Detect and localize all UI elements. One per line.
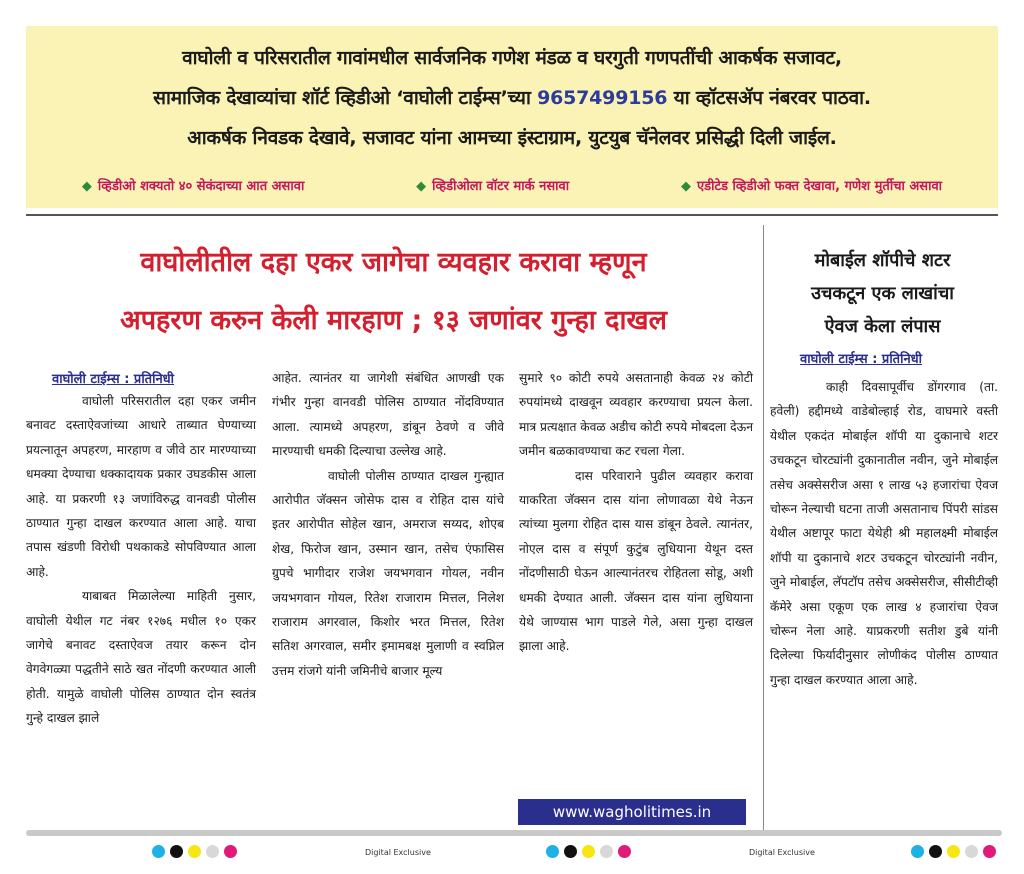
paragraph: आहेत. त्यानंतर या जागेशी संबंधित आणखी एक गंभीर गुन्हा वानवडी पोलिस ठाण्यात नोंदविण्यात आला. त्यामध्ये अपहरण, डांबून ठेवणे व जीवे मारण्याची धमकी दिल्याचा उल्लेख आहे. xyxy=(272,371,504,459)
rule-text: व्हिडीओला वॉटर मार्क नसावा xyxy=(432,179,570,194)
side-byline: वाघोली टाईम्स : प्रतिनिधी xyxy=(800,352,923,367)
main-headline-line-2: अपहरण करुन केली मारहाण ; १३ जणांवर गुन्हा दाखल xyxy=(120,305,667,336)
paragraph: दास परिवाराने पुढील व्यवहार करावा याकरिता जॅक्सन दास यांना लोणावळा येथे नेऊन त्यांच्या मुलगा रोहित दास यास डांबून ठेवले. त्यानंतर, नोएल दास व संपूर्ण कुटुंब लुधियाना येथून दस्त नोंदणीसाठी घेऊन आल्यानंतरच रोहितला सोडू, अशी धमकी देण्यात आली. जॅक्सन दास यांना लुधियाना येथे जाण्यास भाग पाडले गेले, असा गुन्हा दाखल झाला आहे. xyxy=(519,468,753,654)
banner-line-2-pre: सामाजिक देखाव्यांचा शॉर्ट व्हिडीओ ‘वाघोली टाईम्स’च्या xyxy=(153,87,538,109)
digital-exclusive-label: Digital Exclusive xyxy=(365,848,431,857)
main-column-1 xyxy=(26,389,256,731)
cyan-dot-icon xyxy=(546,845,559,858)
paragraph: काही दिवसापूर्वीच डोंगरगाव (ता. हवेली) हद्दीमध्ये वाडेबोल्हाई रोड, वाघमारे वस्ती येथील एकदंत मोबाईल शॉपी या दुकानाचे शटर उचकटून चोरट्यांनी दुकानातील नवीन, जुने मोबाईल तसेच अक्सेसरीज असा १ लाख ५३ हजारांचा ऐवज चोरून नेल्याची घटना ताजी असतानाच पिंपरी सांडस येथील अष्टापूर फाटा येथेही श्री महालक्ष्मी मोबाईल शॉपी या दुकानाचे शटर उचकटून चोरट्यांनी नवीन, जुने मोबाईल, लॅपटॉप तसेच अक्सेसरीज, सीसीटीव्ही कॅमेरे असा एकूण एक लाख ४ हजारांचा ऐवज चोरून नेला आहे. याप्रकरणी सतीश डुबे यांनी दिलेल्या फिर्यादीनुसार लोणीकंद पोलीस ठाण्यात गुन्हा दाखल करण्यात आला आहे. xyxy=(770,380,998,687)
column-divider xyxy=(763,225,764,830)
banner-line-2 xyxy=(26,84,998,110)
black-dot-icon xyxy=(564,845,577,858)
rule-text: व्हिडीओ शक्यतो ४० सेकंदाच्या आत असावा xyxy=(97,179,305,194)
main-byline: वाघोली टाईम्स : प्रतिनिधी xyxy=(52,372,175,387)
side-headline-line-1: मोबाईल शॉपीचे शटर xyxy=(814,250,951,271)
paragraph: सुमारे ९० कोटी रुपये असतानाही केवळ २४ कोटी रुपयांमध्ये दाखवून व्यवहार करण्याचा प्रयत्न केला. मात्र प्रत्यक्षात केवळ अडीच कोटी रुपये मोबदला देऊन जमीन बळकावण्याचा कट रचला गेला. xyxy=(519,371,753,459)
color-registration-marks xyxy=(546,845,631,858)
main-column-3 xyxy=(519,366,753,659)
color-registration-marks xyxy=(911,845,996,858)
yellow-dot-icon xyxy=(582,845,595,858)
banner-line-3: आकर्षक निवडक देखावे, सजावट यांना आमच्या इंस्टाग्राम, युटयुब चॅनेलवर प्रसिद्धी दिली जाईल. xyxy=(187,127,837,149)
side-column xyxy=(770,375,998,692)
section-divider xyxy=(26,214,998,216)
gray-dot-icon xyxy=(206,845,219,858)
banner-line-1: वाघोली व परिसरातील गावांमधील सार्वजनिक गणेश मंडळ व घरगुती गणपतींची आकर्षक सजावट, xyxy=(182,47,842,69)
yellow-dot-icon xyxy=(947,845,960,858)
rule-item xyxy=(681,176,942,194)
magenta-dot-icon xyxy=(224,845,237,858)
side-headline-line-3: ऐवज केला लंपास xyxy=(824,316,941,337)
magenta-dot-icon xyxy=(618,845,631,858)
cyan-dot-icon xyxy=(911,845,924,858)
main-headline-line-1: वाघोलीतील दहा एकर जागेचा व्यवहार करावा म्हणून xyxy=(140,247,647,278)
gray-dot-icon xyxy=(600,845,613,858)
whatsapp-number: 9657499156 xyxy=(537,87,668,109)
announcement-banner xyxy=(26,26,998,208)
magenta-dot-icon xyxy=(983,845,996,858)
paragraph: वाघोली परिसरातील दहा एकर जमीन बनावट दस्ताऐवजांच्या आधारे ताब्यात घेण्याच्या प्रयत्नातून अपहरण, मारहाण व जीवे ठार मारण्याच्या धमक्या देण्याचा धक्कादायक प्रकार उघडकीस आला आहे. या प्रकरणी १३ जणांविरुद्ध वानवडी पोलीस ठाण्यात गुन्हा दाखल करण्यात आला आहे. याचा तपास खंडणी विरोधी पथकाकडे सोपविण्यात आला आहे. xyxy=(26,394,256,579)
banner-rules xyxy=(26,176,998,194)
diamond-bullet-icon: ◆ xyxy=(81,179,92,194)
banner-line-2-post: या व्हॉटसॲप नंबरवर पाठवा. xyxy=(667,87,871,109)
main-column-2 xyxy=(272,366,504,683)
paragraph: याबाबत मिळालेल्या माहिती नुसार, वाघोली येथील गट नंबर १२७६ मधील १० एकर जागेचे बनावट दस्ताऐवज तयार करून दोन वेगवेगळ्या पद्धतीने साठे खत नोंदणी करण्यात आली होती. यामुळे वाघोली पोलिस ठाण्यात दोन स्वतंत्र गुन्हे दाखल झाले xyxy=(26,589,256,726)
diamond-bullet-icon: ◆ xyxy=(680,179,691,194)
footer-bar xyxy=(26,830,1002,836)
rule-item xyxy=(416,176,569,194)
yellow-dot-icon xyxy=(188,845,201,858)
paragraph: वाघोली पोलीस ठाण्यात दाखल गुन्ह्यात आरोपीत जॅक्सन जोसेफ दास व रोहित दास यांचे इतर आरोपीत सोहेल खान, अमराज सय्यद, शोएब शेख, फिरोज खान, उस्मान खान, तसेच एंफासिस ग्रुपचे भागीदार राजेश जयभगवान गोयल, नवीन जयभगवान गोयल, रितेश राजाराम मित्तल, निलेश राजाराम अगरवाल, किशोर भरत मित्तल, रितेश सतिश अगरवाल, समीर इमामबक्ष मुलाणी व स्वप्निल उत्तम रांजगे यांनी जमिनीचे बाजार मूल्य xyxy=(272,468,504,678)
color-registration-marks xyxy=(152,845,237,858)
black-dot-icon xyxy=(929,845,942,858)
side-headline-line-2: उचकटून एक लाखांचा xyxy=(811,283,954,304)
website-link[interactable]: www.wagholitimes.in xyxy=(518,799,746,825)
cyan-dot-icon xyxy=(152,845,165,858)
gray-dot-icon xyxy=(965,845,978,858)
black-dot-icon xyxy=(170,845,183,858)
rule-item xyxy=(82,176,304,194)
rule-text: एडीटेड व्हिडीओ फक्त देखावा, गणेश मुर्तीचा असावा xyxy=(696,179,943,194)
diamond-bullet-icon: ◆ xyxy=(416,179,427,194)
digital-exclusive-label: Digital Exclusive xyxy=(749,848,815,857)
